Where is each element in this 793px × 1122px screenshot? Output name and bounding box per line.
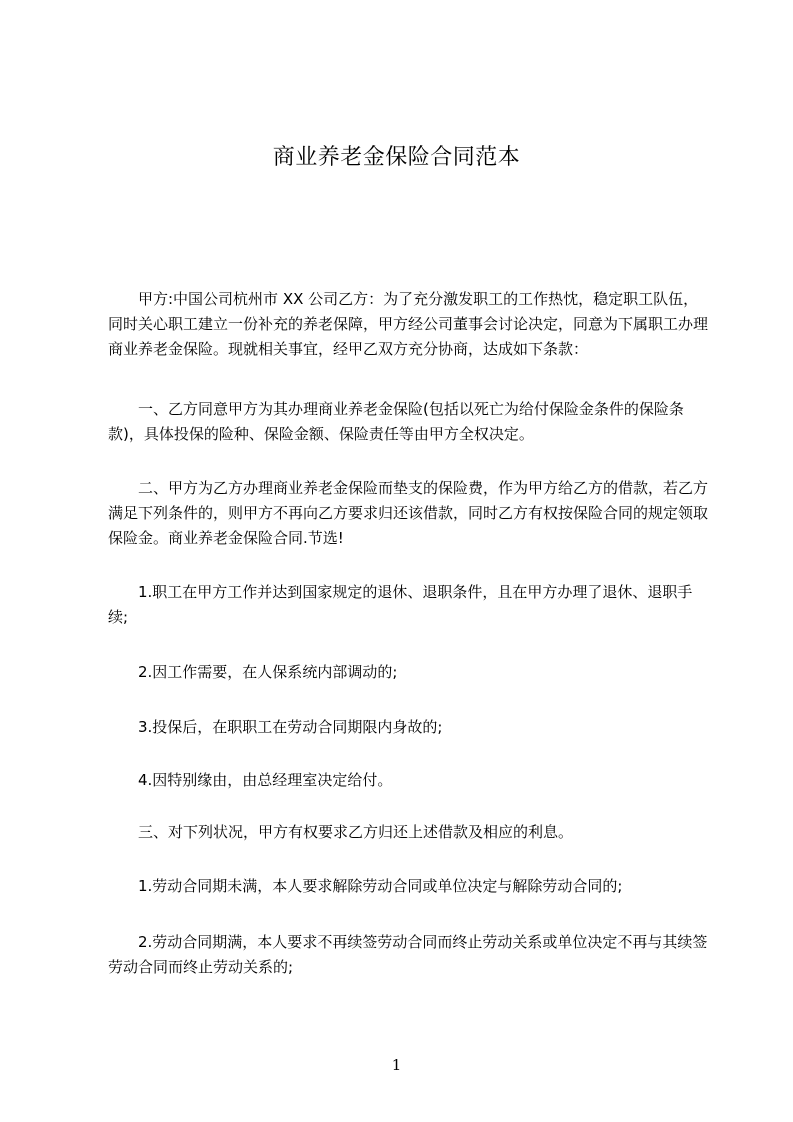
document-title: 商业养老金保险合同范本 [272,145,521,170]
page-number: 1 [391,1056,402,1074]
paragraph-clause-2: 二、甲方为乙方办理商业养老金保险而垫支的保险费，作为甲方给乙方的借款，若乙方满足下列条件的，则甲方不再向乙方要求归还该借款，同时乙方有权按保险合同的规定领取保险金。商业养老金保险合同.节选! [108,479,709,547]
list-item-condition-2: 2.因工作需要，在人保系统内部调动的; [138,663,398,681]
paragraph-clause-1: 一、乙方同意甲方为其办理商业养老金保险(包括以死亡为给付保险金条件的保险条款)，具体投保的险种、保险金额、保险责任等由甲方全权决定。 [108,400,684,443]
list-item-condition-1: 1.职工在甲方工作并达到国家规定的退休、退职条件，且在甲方办理了退休、退职手续; [108,583,693,626]
list-item-condition-3: 3.投保后，在职职工在劳动合同期限内身故的; [138,718,443,736]
list-item-condition-4: 4.因特别缘由，由总经理室决定给付。 [138,771,393,789]
list-item-repay-1: 1.劳动合同期未满，本人要求解除劳动合同或单位决定与解除劳动合同的; [138,877,623,895]
paragraph-clause-3: 三、对下列状况，甲方有权要求乙方归还上述借款及相应的利息。 [138,823,574,841]
paragraph-parties: 甲方:中国公司杭州市 XX 公司乙方：为了充分激发职工的工作热忱，稳定职工队伍，同时关心职工建立一份补充的养老保障，甲方经公司董事会讨论决定，同意为下属职工办理商业养老金保险。现就相关事宜，经甲乙双方充分协商，达成如下条款： [108,290,709,358]
list-item-repay-2: 2.劳动合同期满，本人要求不再续签劳动合同而终止劳动关系或单位决定不再与其续签劳动合同而终止劳动关系的; [108,933,708,976]
